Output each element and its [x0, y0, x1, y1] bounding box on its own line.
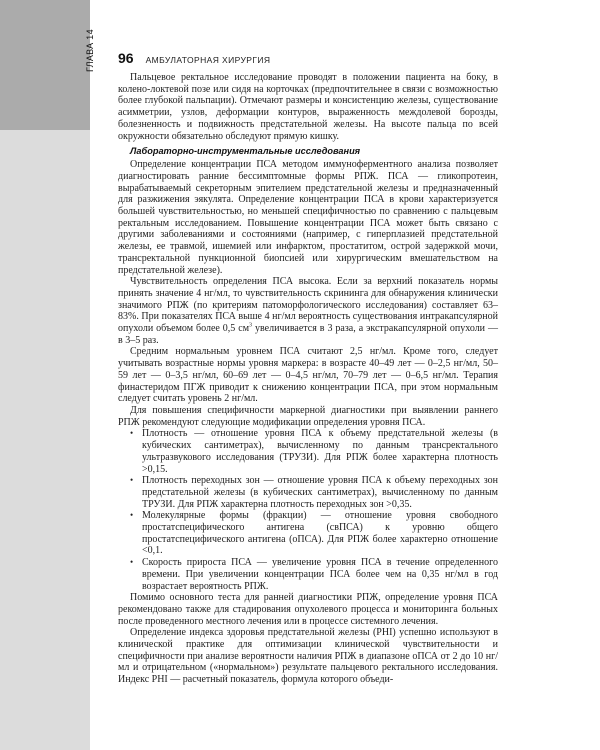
cubic-superscript: 3 [249, 322, 253, 329]
section-title: Лабораторно-инструментальные исследования [130, 146, 361, 157]
list-item-text: Скорость прироста ПСА — увеличение уровня ПСА в течение определенного времени. При увеличении концентрации ПСА более чем на 0,35 нг/мл в год возрастает вероятность РПЖ. [142, 557, 498, 592]
modifications-list [118, 428, 498, 592]
page-content [118, 50, 498, 686]
paragraph-psa-definition: Определение концентрации ПСА методом иммуноферментного анализа позволяет диагностировать ранние бессимптомные формы РПЖ. ПСА — гликопротеин, вырабатываемый секреторным эпителием предстательной железы и предназначенный для разжижения эякулята. Определение концентрации ПСА в крови характеризуется большей чувствительностью, но меньшей специфичностью по сравнению с пальцевым ректальным исследованием. Повышение концентрации ПСА может быть связано с другими заболеваниями и состояниями (например, с гиперплазией предстательной железы, ее травмой, ишемией или инфарктом, простатитом, острой задержкой мочи, трансректальной пункционной биопсией или хирургическим вмешательством на предстательной железе). [118, 159, 498, 276]
paragraph-staging: Помимо основного теста для ранней диагностики РПЖ, определение уровня ПСА рекомендовано также для стадирования опухолевого процесса и мониторинга больных после проведенного местного лечения или в процессе системного лечения. [118, 592, 498, 627]
page-number: 96 [118, 50, 134, 66]
sensitivity-text-end: увеличивается в 3 раза, а экстракапсулярной опухоли — в 3–5 раз. [118, 323, 498, 346]
paragraph-psa-norms: Средним нормальным уровнем ПСА считают 2,5 нг/мл. Кроме того, следует учитывать возрастные нормы уровня маркера: в возрасте 40–49 лет — 0–2,5 нг/мл, 50–59 лет — 0–3,5 нг/мл, 60–69 лет — 0–4,5 нг/мл, 70–79 лет — 0–6,5 нг/мл. Терапия финастеридом ПГЖ приводит к снижению концентрации ПСА, при этом нормальным следует считать уровень 2 нг/мл. [118, 346, 498, 405]
bullet-icon: • [130, 428, 134, 439]
chapter-tab [0, 0, 90, 130]
list-item [118, 475, 498, 510]
paragraph-phi-index: Определение индекса здоровья предстательной железы (PHI) успешно используют в клинической практике для оптимизации клинической чувствительности и специфичности при анализе вероятности наличия РПЖ в диапазоне оПСА от 2 до 10 нг/мл и отрицательном («нормальном») результате пальцевого ректального исследования. Индекс PHI — расчетный показатель, формула которого объеди- [118, 627, 498, 686]
bullet-icon: • [130, 510, 134, 521]
bullet-icon: • [130, 557, 134, 568]
list-item-text: Плотность переходных зон — отношение уровня ПСА к объему переходных зон предстательной железы (в кубических сантиметрах), вычисленному по данным ТРУЗИ. Для РПЖ характерна плотность переходных зон >0,35. [142, 475, 498, 510]
list-item-text: Плотность — отношение уровня ПСА к объему предстательной железы (в кубических сантиметрах), вычисленному по данным трансректального ультразвукового исследования (ТРУЗИ). Для РПЖ более характерна плотность >0,15. [142, 428, 498, 475]
paragraph-rectal-exam: Пальцевое ректальное исследование проводят в положении пациента на боку, в колено-локтевой позе или сидя на корточках (предпочтительнее в связи с возможностью более глубокой пальпации). Отмечают размеры и консистенцию железы, существование асимметрии, узлов, деформации контуров, выраженность междолевой борозды, болезненность и подвижность предстательной железы. На высоте пальца по всей окружности обязательно обследуют прямую кишку. [118, 72, 498, 142]
list-item [118, 557, 498, 592]
bullet-icon: • [130, 475, 134, 486]
running-head [118, 50, 498, 72]
paragraph-specificity-intro: Для повышения специфичности маркерной диагностики при выявлении раннего РПЖ рекомендуют следующие модификации определения уровня ПСА. [118, 404, 498, 428]
list-item [118, 510, 498, 557]
running-title: АМБУЛАТОРНАЯ ХИРУРГИЯ [145, 55, 271, 65]
paragraph-psa-sensitivity [118, 276, 498, 346]
sensitivity-text: Чувствительность определения ПСА высока. Если за верхний показатель нормы принять значение 4 нг/мл, то чувствительность скрининга для обнаружения клинически значимого РПЖ (по критериям патоморфологического исследования) составляет 63–83%. При показателях ПСА выше 4 нг/мл вероятность существования интракапсулярной опухоли объемом более 0,5 см [118, 276, 498, 335]
chapter-sidebar [0, 0, 95, 750]
chapter-label: ГЛАВА 14 [85, 29, 95, 72]
list-item-text: Молекулярные формы (фракции) — отношение уровня свободного простатспецифического антигена (свПСА) к уровню общего простатспецифического антигена (оПСА). Для РПЖ более характерно отношение <0,1. [142, 510, 498, 557]
list-item [118, 428, 498, 475]
